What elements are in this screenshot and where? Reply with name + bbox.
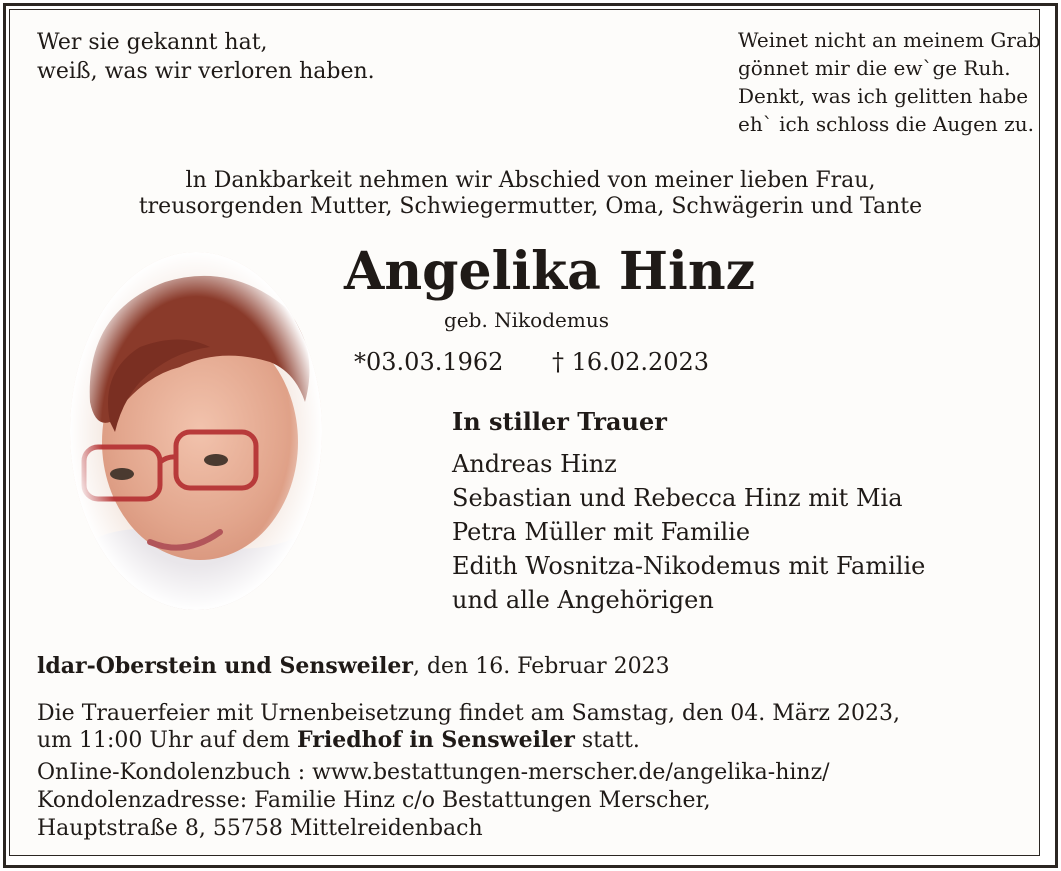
intro-line: treusorgenden Mutter, Schwiegermutter, Oma, Schwägerin und Tante (138, 194, 923, 219)
service-text: statt. (574, 728, 640, 753)
portrait-illustration (70, 252, 322, 610)
service-text: um 11:00 Uhr auf dem (37, 728, 298, 753)
quote-right-line: gönnet mir die ew`ge Ruh. (738, 56, 1011, 80)
death-date: † 16.02.2023 (552, 348, 710, 376)
mourners-heading: In stiller Trauer (452, 407, 667, 436)
date-text: , den 16. Februar 2023 (412, 654, 670, 679)
cemetery-name: Friedhof in Sensweiler (297, 727, 575, 753)
mourners-list (452, 447, 925, 617)
quote-left-line: weiß, was wir verloren haben. (37, 59, 375, 84)
place-names: ldar-Oberstein und Sensweiler (37, 653, 413, 679)
intro-line: ln Dankbarkeit nehmen wir Abschied von meiner lieben Frau, (185, 168, 876, 193)
quote-right-line: Weinet nicht an meinem Grab (738, 28, 1041, 52)
service-info (37, 700, 900, 754)
mourner-item: Edith Wosnitza-Nikodemus mit Familie (452, 552, 926, 580)
condolence-address-line: Hauptstraße 8, 55758 Mittelreidenbach (37, 816, 483, 841)
deceased-name: Angelika Hinz (344, 241, 756, 302)
service-line (37, 727, 900, 754)
maiden-name: geb. Nikodemus (444, 308, 609, 332)
birth-date: *03.03.1962 (354, 348, 504, 376)
mourner-item: Petra Müller mit Familie (452, 518, 751, 546)
condolence-address-line: Kondolenzadresse: Familie Hinz c/o Bestattungen Merscher, (37, 788, 711, 813)
service-line: Die Trauerfeier mit Urnenbeisetzung findet am Samstag, den 04. März 2023, (37, 701, 900, 726)
quote-right-line: Denkt, was ich gelitten habe (738, 84, 1029, 108)
mourner-item: Andreas Hinz (452, 450, 617, 478)
mourner-item: und alle Angehörigen (452, 586, 714, 614)
intro-text (0, 168, 1061, 220)
mourner-item: Sebastian und Rebecca Hinz mit Mia (452, 484, 903, 512)
quote-left-line: Wer sie gekannt hat, (37, 30, 268, 55)
quote-left (37, 28, 375, 86)
condolence-book-line: OnIine-Kondolenzbuch : www.bestattungen-merscher.de/angelika-hinz/ (37, 760, 830, 785)
portrait-photo (70, 252, 322, 610)
condolence-info (37, 759, 830, 843)
place-date-line (37, 652, 670, 681)
quote-right (738, 26, 1041, 138)
quote-right-line: eh` ich schloss die Augen zu. (738, 112, 1034, 136)
